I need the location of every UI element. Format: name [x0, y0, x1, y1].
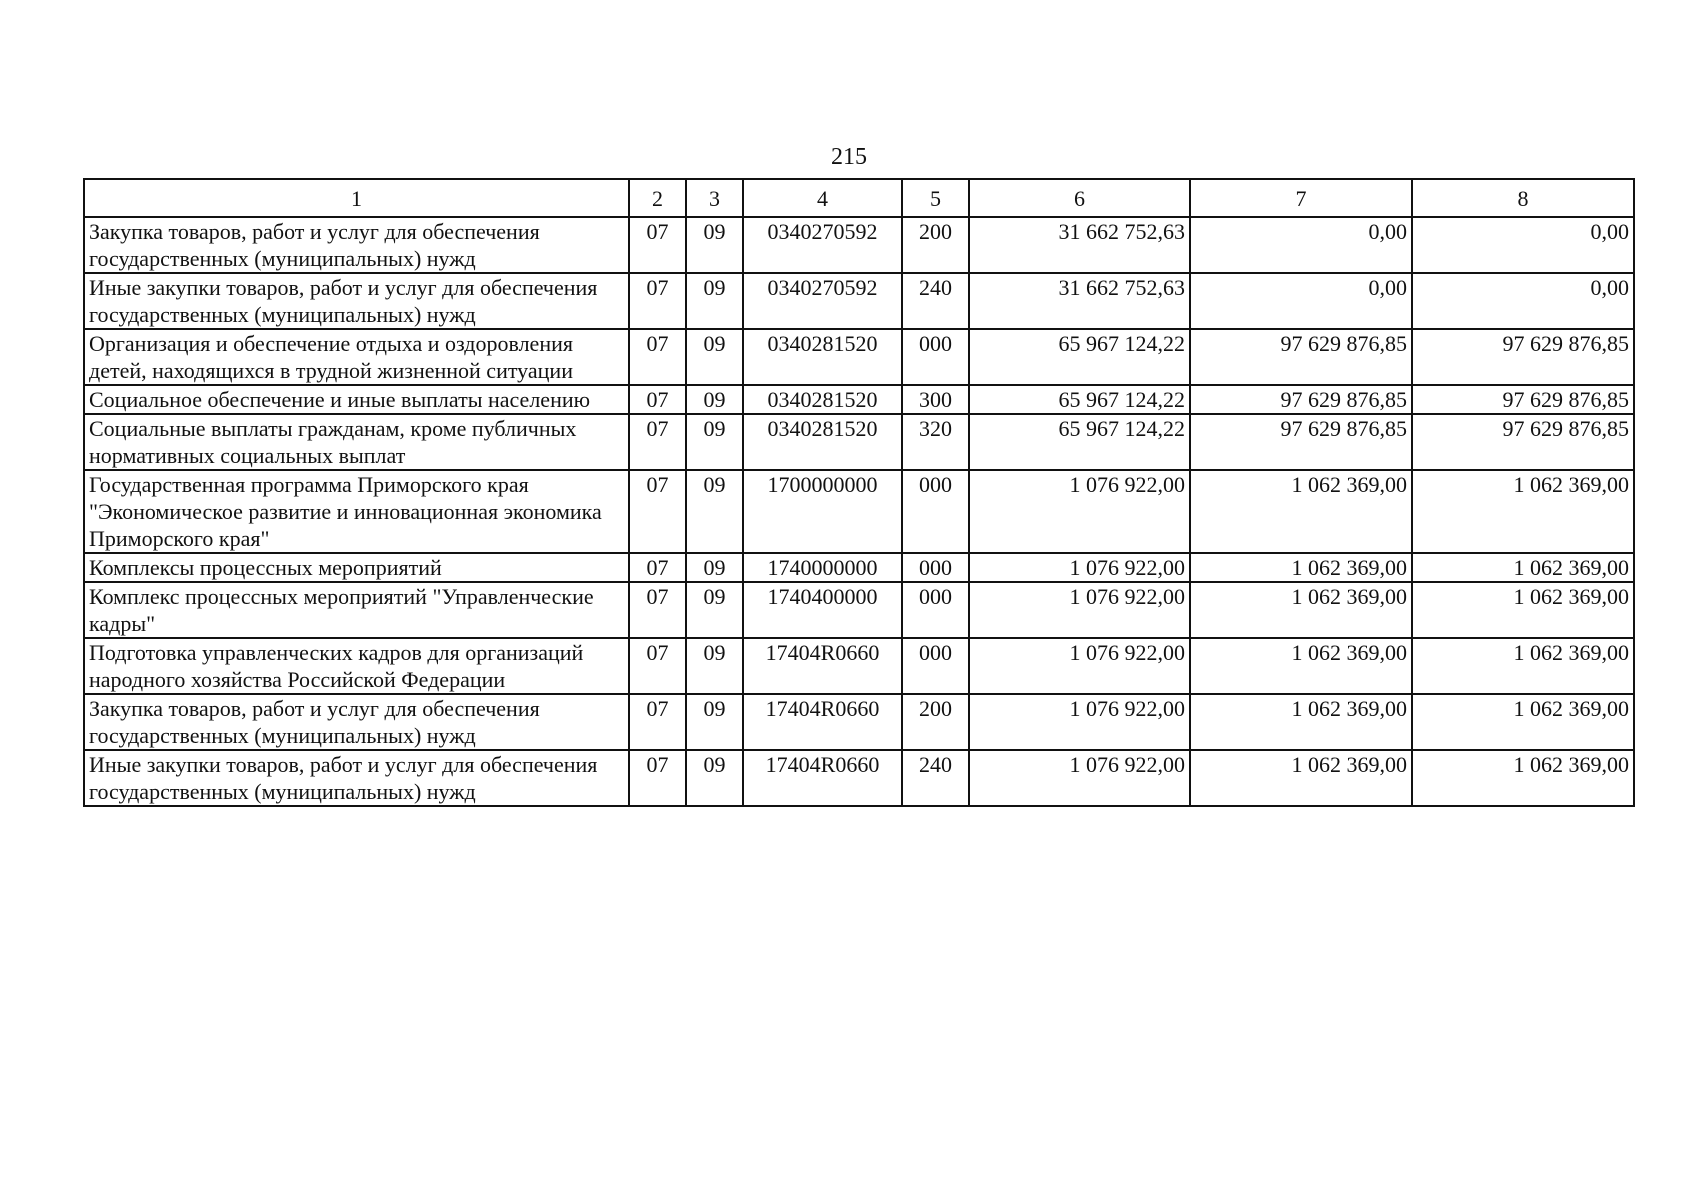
column-header: 8 — [1412, 179, 1634, 217]
expense-type-cell: 200 — [902, 217, 969, 273]
item-name-cell: Комплекс процессных мероприятий "Управленческие кадры" — [84, 582, 629, 638]
subsection-code-cell: 09 — [686, 329, 743, 385]
column-header: 5 — [902, 179, 969, 217]
subsection-code-cell: 09 — [686, 217, 743, 273]
amount-col6-cell: 1 076 922,00 — [969, 553, 1190, 582]
table-row — [84, 750, 1634, 806]
subsection-code-cell: 09 — [686, 553, 743, 582]
subsection-code-cell: 09 — [686, 385, 743, 414]
header-row — [84, 179, 1634, 217]
amount-col6-cell: 65 967 124,22 — [969, 414, 1190, 470]
amount-col6-cell: 65 967 124,22 — [969, 329, 1190, 385]
target-article-cell: 1700000000 — [743, 470, 902, 553]
item-name-cell: Подготовка управленческих кадров для организаций народного хозяйства Российской Федерации — [84, 638, 629, 694]
target-article-cell: 0340281520 — [743, 414, 902, 470]
target-article-cell: 17404R0660 — [743, 638, 902, 694]
table-row — [84, 582, 1634, 638]
expense-type-cell: 200 — [902, 694, 969, 750]
section-code-cell: 07 — [629, 553, 686, 582]
subsection-code-cell: 09 — [686, 694, 743, 750]
subsection-code-cell: 09 — [686, 750, 743, 806]
section-code-cell: 07 — [629, 638, 686, 694]
target-article-cell: 1740000000 — [743, 553, 902, 582]
item-name-cell: Государственная программа Приморского края "Экономическое развитие и инновационная экономика Приморского края" — [84, 470, 629, 553]
column-header: 4 — [743, 179, 902, 217]
budget-table — [83, 178, 1635, 807]
amount-col7-cell: 1 062 369,00 — [1190, 553, 1412, 582]
page-number: 215 — [831, 144, 867, 170]
table-row — [84, 273, 1634, 329]
expense-type-cell: 320 — [902, 414, 969, 470]
section-code-cell: 07 — [629, 470, 686, 553]
amount-col7-cell: 97 629 876,85 — [1190, 329, 1412, 385]
column-header: 2 — [629, 179, 686, 217]
expense-type-cell: 240 — [902, 750, 969, 806]
amount-col8-cell: 97 629 876,85 — [1412, 385, 1634, 414]
amount-col6-cell: 31 662 752,63 — [969, 273, 1190, 329]
expense-type-cell: 240 — [902, 273, 969, 329]
table-row — [84, 329, 1634, 385]
item-name-cell: Иные закупки товаров, работ и услуг для обеспечения государственных (муниципальных) нужд — [84, 750, 629, 806]
table-row — [84, 414, 1634, 470]
table-row — [84, 470, 1634, 553]
amount-col6-cell: 1 076 922,00 — [969, 750, 1190, 806]
expense-type-cell: 000 — [902, 553, 969, 582]
amount-col8-cell: 1 062 369,00 — [1412, 638, 1634, 694]
amount-col8-cell: 0,00 — [1412, 217, 1634, 273]
item-name-cell: Комплексы процессных мероприятий — [84, 553, 629, 582]
amount-col6-cell: 1 076 922,00 — [969, 470, 1190, 553]
section-code-cell: 07 — [629, 385, 686, 414]
amount-col7-cell: 97 629 876,85 — [1190, 385, 1412, 414]
target-article-cell: 1740400000 — [743, 582, 902, 638]
section-code-cell: 07 — [629, 582, 686, 638]
amount-col8-cell: 1 062 369,00 — [1412, 470, 1634, 553]
table-row — [84, 385, 1634, 414]
amount-col8-cell: 1 062 369,00 — [1412, 694, 1634, 750]
subsection-code-cell: 09 — [686, 638, 743, 694]
amount-col7-cell: 1 062 369,00 — [1190, 750, 1412, 806]
section-code-cell: 07 — [629, 694, 686, 750]
amount-col8-cell: 1 062 369,00 — [1412, 750, 1634, 806]
subsection-code-cell: 09 — [686, 470, 743, 553]
amount-col7-cell: 1 062 369,00 — [1190, 582, 1412, 638]
target-article-cell: 0340270592 — [743, 273, 902, 329]
amount-col8-cell: 1 062 369,00 — [1412, 553, 1634, 582]
section-code-cell: 07 — [629, 329, 686, 385]
target-article-cell: 0340281520 — [743, 385, 902, 414]
expense-type-cell: 300 — [902, 385, 969, 414]
expense-type-cell: 000 — [902, 638, 969, 694]
amount-col7-cell: 1 062 369,00 — [1190, 694, 1412, 750]
section-code-cell: 07 — [629, 750, 686, 806]
amount-col6-cell: 1 076 922,00 — [969, 582, 1190, 638]
subsection-code-cell: 09 — [686, 273, 743, 329]
amount-col7-cell: 0,00 — [1190, 217, 1412, 273]
column-header: 7 — [1190, 179, 1412, 217]
target-article-cell: 0340281520 — [743, 329, 902, 385]
expense-type-cell: 000 — [902, 582, 969, 638]
section-code-cell: 07 — [629, 414, 686, 470]
amount-col7-cell: 0,00 — [1190, 273, 1412, 329]
table-row — [84, 638, 1634, 694]
amount-col8-cell: 97 629 876,85 — [1412, 329, 1634, 385]
expense-type-cell: 000 — [902, 329, 969, 385]
section-code-cell: 07 — [629, 217, 686, 273]
amount-col7-cell: 1 062 369,00 — [1190, 470, 1412, 553]
table-row — [84, 553, 1634, 582]
target-article-cell: 0340270592 — [743, 217, 902, 273]
amount-col7-cell: 1 062 369,00 — [1190, 638, 1412, 694]
column-header: 3 — [686, 179, 743, 217]
amount-col7-cell: 97 629 876,85 — [1190, 414, 1412, 470]
column-header: 6 — [969, 179, 1190, 217]
amount-col8-cell: 97 629 876,85 — [1412, 414, 1634, 470]
amount-col8-cell: 1 062 369,00 — [1412, 582, 1634, 638]
amount-col6-cell: 1 076 922,00 — [969, 638, 1190, 694]
subsection-code-cell: 09 — [686, 582, 743, 638]
target-article-cell: 17404R0660 — [743, 750, 902, 806]
item-name-cell: Закупка товаров, работ и услуг для обеспечения государственных (муниципальных) нужд — [84, 694, 629, 750]
amount-col6-cell: 65 967 124,22 — [969, 385, 1190, 414]
subsection-code-cell: 09 — [686, 414, 743, 470]
table-row — [84, 694, 1634, 750]
table-row — [84, 217, 1634, 273]
item-name-cell: Социальное обеспечение и иные выплаты населению — [84, 385, 629, 414]
item-name-cell: Иные закупки товаров, работ и услуг для обеспечения государственных (муниципальных) нужд — [84, 273, 629, 329]
table-body — [84, 217, 1634, 806]
amount-col6-cell: 1 076 922,00 — [969, 694, 1190, 750]
item-name-cell: Социальные выплаты гражданам, кроме публичных нормативных социальных выплат — [84, 414, 629, 470]
item-name-cell: Закупка товаров, работ и услуг для обеспечения государственных (муниципальных) нужд — [84, 217, 629, 273]
expense-type-cell: 000 — [902, 470, 969, 553]
section-code-cell: 07 — [629, 273, 686, 329]
column-header: 1 — [84, 179, 629, 217]
target-article-cell: 17404R0660 — [743, 694, 902, 750]
item-name-cell: Организация и обеспечение отдыха и оздоровления детей, находящихся в трудной жизненной ситуации — [84, 329, 629, 385]
amount-col8-cell: 0,00 — [1412, 273, 1634, 329]
amount-col6-cell: 31 662 752,63 — [969, 217, 1190, 273]
